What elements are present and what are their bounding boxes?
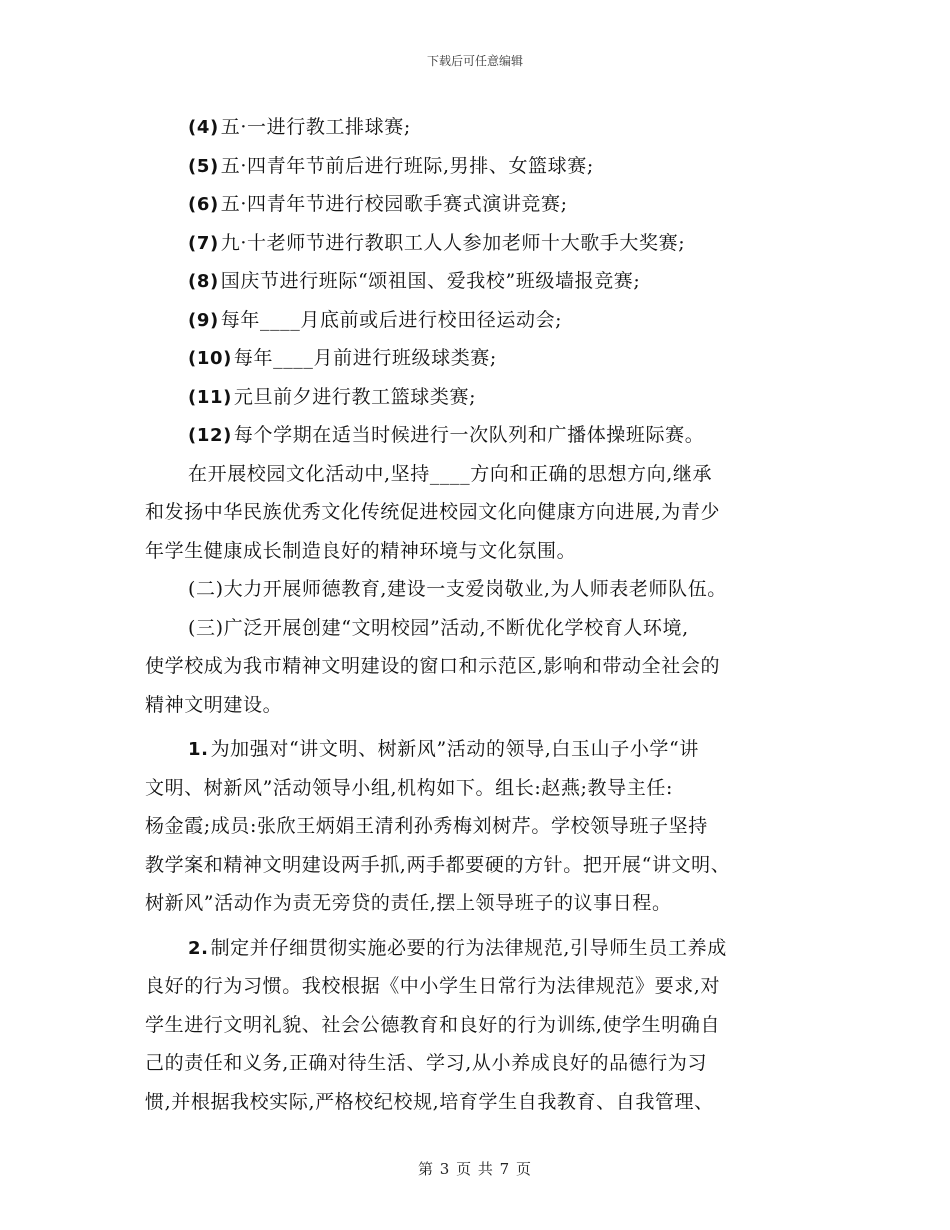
list-item (145, 416, 805, 455)
document-body (145, 108, 805, 1121)
paragraph-line: 树新风”活动作为责无旁贷的责任,摆上领导班子的议事日程。 (145, 892, 672, 914)
list-item (145, 262, 805, 301)
section-heading: (二)大力开展师德教育,建设一支爱岗敬业,为人师表老师队伍。 (188, 578, 727, 600)
numbered-paragraph-line (145, 730, 805, 769)
list-item-text: 每年____月底前或后进行校田径运动会; (220, 308, 563, 331)
list-item (145, 378, 805, 417)
paragraph-number: 1. (188, 739, 209, 760)
paragraph-text: 制定并仔细贯彻实施必要的行为法律规范,引导师生员工养成 (210, 936, 727, 959)
list-item-number: (12) (188, 425, 232, 446)
list-item-number: (10) (188, 348, 232, 369)
list-item-text: 元旦前夕进行教工篮球类赛; (233, 385, 477, 408)
list-item-number: (7) (188, 232, 219, 254)
list-item-number: (6) (188, 194, 219, 215)
list-item-text: 每个学期在适当时候进行一次队列和广播体操班际赛。 (233, 424, 705, 446)
list-item-number: (8) (188, 271, 219, 292)
paragraph-line: 和发扬中华民族优秀文化传统促进校园文化向健康方向进展,为青少 (145, 501, 721, 523)
paragraph-line: 精神文明建设。 (145, 693, 283, 716)
section-heading: (三)广泛开展创建“文明校园”活动,不断优化学校育人环境, (188, 616, 689, 639)
list-item-text: 五·一进行教工排球赛; (220, 116, 411, 138)
paragraph-line: 文明、树新风”活动领导小组,机构如下。组长:赵燕;教导主任: (145, 776, 673, 799)
list-item (145, 147, 805, 186)
list-item-text: 五·四青年节进行校园歌手赛式演讲竞赛; (220, 193, 568, 215)
list-item (145, 224, 805, 263)
list-item-number: (9) (188, 309, 219, 331)
list-item (145, 185, 805, 224)
paragraph-number: 2. (188, 937, 209, 959)
list-item-number: (5) (188, 155, 219, 177)
paragraph-line: 己的责任和义务,正确对待生活、学习,从小养成良好的品德行为习 (145, 1052, 708, 1074)
list-item (145, 301, 805, 340)
numbered-paragraph-line (145, 929, 805, 968)
page-header: 下载后可任意编辑 (426, 54, 523, 68)
list-item-number: (4) (188, 117, 219, 138)
list-item (145, 108, 805, 147)
paragraph-line: 在开展校园文化活动中,坚持____方向和正确的思想方向,继承 (188, 462, 713, 485)
paragraph-line: 使学校成为我市精神文明建设的窗口和示范区,影响和带动全社会的 (145, 655, 721, 677)
list-item-text: 每年____月前进行班级球类赛; (233, 347, 497, 369)
paragraph-line: 惯,并根据我校实际,严格校纪校规,培育学生自我教育、自我管理、 (145, 1090, 714, 1113)
paragraph-line: 年学生健康成长制造良好的精神环境与文化氛围。 (145, 539, 577, 562)
list-item-text: 九·十老师节进行教职工人人参加老师十大歌手大奖赛; (220, 231, 686, 254)
list-item-number: (11) (188, 386, 232, 408)
list-item-text: 国庆节进行班际“颂祖国、爱我校”班级墙报竞赛; (220, 270, 641, 292)
paragraph-line: 良好的行为习惯。我校根据《中小学生日常行为法律规范》要求,对 (145, 975, 721, 997)
paragraph-line: 学生进行文明礼貌、社会公德教育和良好的行为训练,使学生明确自 (145, 1013, 721, 1036)
paragraph-line: 教学案和精神文明建设两手抓,两手都要硬的方针。把开展“讲文明、 (145, 853, 731, 876)
paragraph-text: 为加强对“讲文明、树新风”活动的领导,白玉山子小学“讲 (210, 738, 699, 760)
paragraph-line: 杨金霞;成员:张欣王炳娟王清利孙秀梅刘树芹。学校领导班子坚持 (145, 815, 708, 837)
list-item-text: 五·四青年节前后进行班际,男排、女篮球赛; (220, 154, 594, 177)
page-footer: 第 3 页 共 7 页 (418, 1160, 532, 1178)
list-item (145, 339, 805, 378)
